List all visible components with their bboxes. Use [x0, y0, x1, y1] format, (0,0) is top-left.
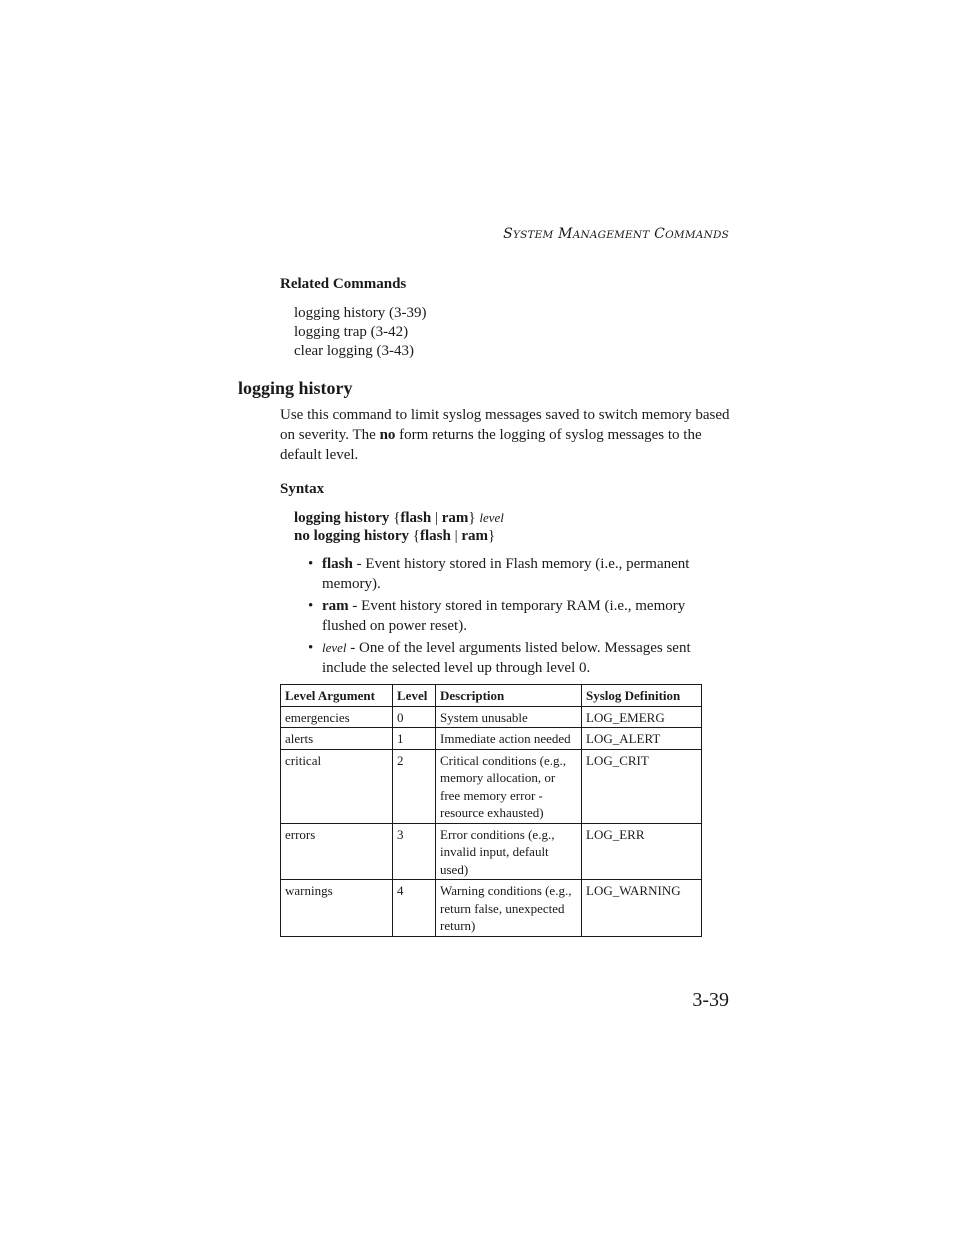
- related-command-item: clear logging (3-43): [294, 343, 414, 359]
- running-header-word: COMMANDS: [654, 226, 729, 242]
- syntax-heading: Syntax: [280, 481, 325, 497]
- parameter-item: • ram - Event history stored in temporary RAM (i.e., memory flushed on power reset).: [308, 598, 686, 634]
- table-cell: critical: [281, 749, 393, 823]
- table-cell: 2: [393, 749, 436, 823]
- command-title: logging history: [238, 378, 353, 398]
- table-cell: 0: [393, 706, 436, 728]
- table-row: [281, 880, 702, 937]
- related-commands-heading: Related Commands: [280, 276, 407, 292]
- running-header-word: MANAGEMENT: [558, 226, 650, 242]
- table-cell: 1: [393, 728, 436, 750]
- table-cell: System unusable: [436, 706, 582, 728]
- table-cell: errors: [281, 823, 393, 880]
- table-cell: LOG_EMERG: [582, 706, 702, 728]
- syntax-line: logging history {flash | ram} level: [294, 510, 504, 526]
- parameter-item: • flash - Event history stored in Flash memory (i.e., permanent memory).: [308, 556, 690, 592]
- syntax-line: no logging history {flash | ram}: [294, 528, 496, 544]
- table-cell: alerts: [281, 728, 393, 750]
- parameter-list: [308, 554, 730, 680]
- parameter-item: • level - One of the level arguments listed below. Messages sent include the selected level up through level 0.: [308, 640, 691, 676]
- related-commands-list: [294, 304, 594, 361]
- running-header: [503, 226, 729, 242]
- table-header-cell: Level: [393, 685, 436, 707]
- table-header-cell: Description: [436, 685, 582, 707]
- table-cell: warnings: [281, 880, 393, 937]
- table-cell: LOG_WARNING: [582, 880, 702, 937]
- table-cell: Error conditions (e.g., invalid input, default used): [436, 823, 582, 880]
- table-cell: LOG_CRIT: [582, 749, 702, 823]
- command-description: Use this command to limit syslog messages saved to switch memory based on severity. The no form returns the logging of syslog messages to the default level.: [280, 407, 730, 463]
- table-cell: Critical conditions (e.g., memory allocation, or free memory error - resource exhausted): [436, 749, 582, 823]
- table-cell: LOG_ALERT: [582, 728, 702, 750]
- table-header-cell: Syslog Definition: [582, 685, 702, 707]
- related-command-item: logging trap (3-42): [294, 324, 409, 340]
- table-cell: 3: [393, 823, 436, 880]
- table-row: [281, 749, 702, 823]
- table-row: [281, 728, 702, 750]
- syntax-block: [294, 509, 714, 545]
- table-cell: 4: [393, 880, 436, 937]
- related-command-item: logging history (3-39): [294, 305, 427, 321]
- table-cell: Immediate action needed: [436, 728, 582, 750]
- page-number: 3-39: [692, 989, 729, 1011]
- table-header-cell: Level Argument: [281, 685, 393, 707]
- table-cell: emergencies: [281, 706, 393, 728]
- table-row: [281, 706, 702, 728]
- table-row: [281, 823, 702, 880]
- table-cell: LOG_ERR: [582, 823, 702, 880]
- table-header-row: [281, 685, 702, 707]
- running-header-word: SYSTEM: [503, 226, 554, 242]
- table-cell: Warning conditions (e.g., return false, unexpected return): [436, 880, 582, 937]
- level-table: [280, 684, 702, 937]
